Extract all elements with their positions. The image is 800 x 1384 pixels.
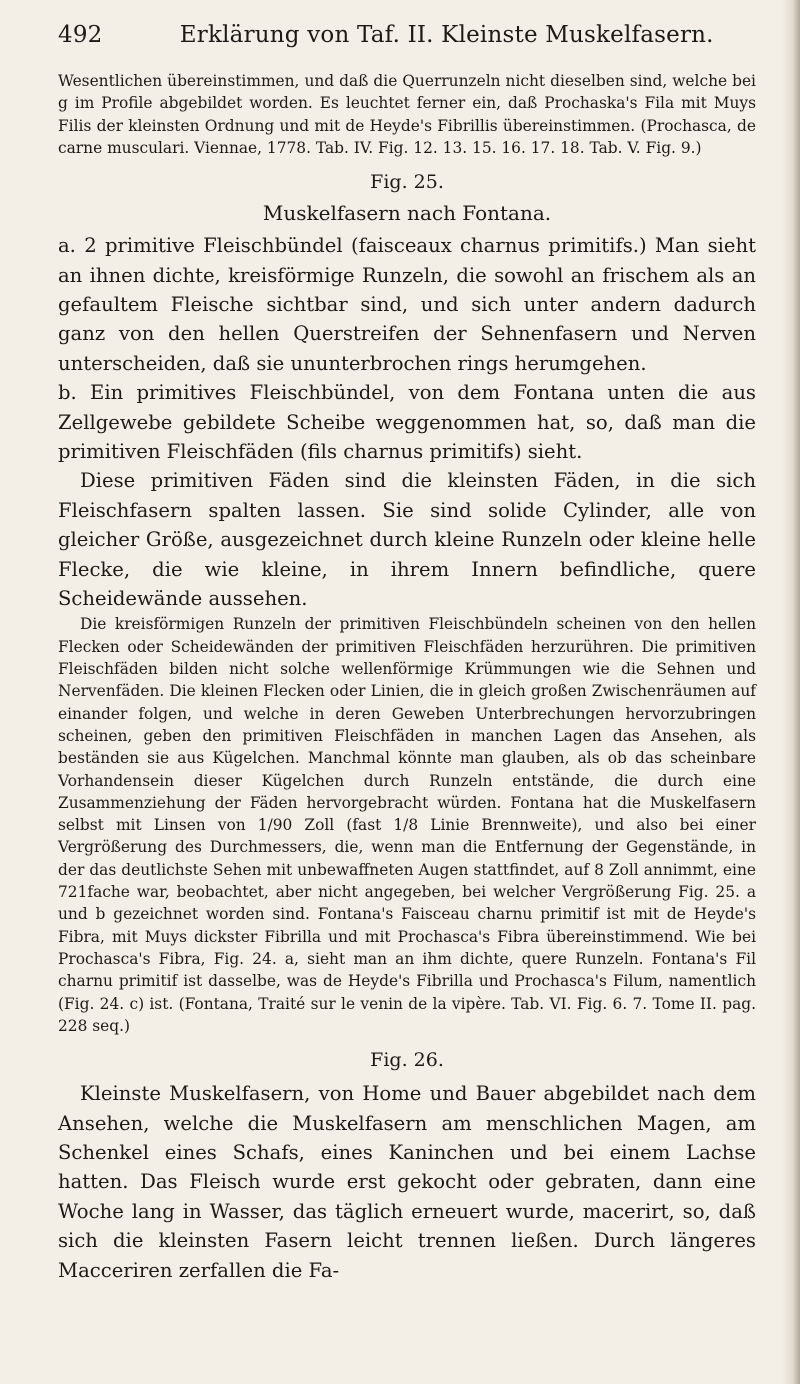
figure-25-label: Fig. 25. [370,171,444,194]
figure-26-label: Fig. 26. [370,1049,444,1072]
paragraph-primitive-threads: Diese primitiven Fäden sind die kleinsten Fäden, in die sich Fleischfasern spalten lassen. Sie sind solide Cylinder, alle von gleicher Größe, ausgezeichnet durch kleine Runzeln oder kleine helle Flecke, die wie kleine, in ihrem Innern befindliche, quere Scheidewände aussehen. [58,469,756,611]
paragraph-home-bauer: Kleinste Muskelfasern, von Home und Bauer abgebildet nach dem Ansehen, welche die Muskelfasern am menschlichen Magen, am Schenkel eines Schafs, eines Kaninchen und bei einem Lachse hatten. Das Fleisch wurde erst gekocht oder gebraten, dann eine Woche lang in Wasser, das täglich erneuert wurde, macerirt, so, daß sich die kleinsten Fasern leicht trennen ließen. Durch längeres Macceriren zerfallen die Fa- [58,1082,756,1282]
running-header [58,22,756,48]
page-edge-shadow [782,0,800,1384]
page-number: 492 [58,22,103,48]
small-print-paragraph: Die kreisförmigen Runzeln der primitiven Fleischbündeln scheinen von den hellen Flecken oder Scheidewänden der primitiven Fleischfäden herzurühren. Die primitiven Fleischfäden bilden nicht solche wellenförmige Krümmungen wie die Sehnen und Nervenfäden. Die kleinen Flecken oder Linien, die in gleich großen Zwischenräumen auf einander folgen, und welche in deren Geweben Unterbrechungen hervorzubringen scheinen, geben den primitiven Fleischfäden in manchen Lagen das Ansehen, als beständen sie aus Kügelchen. Manchmal könnte man glauben, als ob das scheinbare Vorhandensein dieser Kügelchen durch Runzeln entstände, die durch eine Zusammenziehung der Fäden hervorgebracht würden. Fontana hat die Muskelfasern selbst mit Linsen von 1/90 Zoll (fast 1/8 Linie Brennweite), und also bei einer Vergrößerung des Durchmessers, die, wenn man die Entfernung der Gegenstände, in der das deutlichste Sehen mit unbewaffneten Augen stattfindet, auf 8 Zoll annimmt, eine 721fache war, beobachtet, aber nicht angegeben, bei welcher Vergrößerung Fig. 25. a und b gezeichnet worden sind. Fontana's Faisceau charnu primitif ist mit de Heyde's Fibra, mit Muys dickster Fibrilla und mit Prochasca's Fibra übereinstimmend. Wie bei Prochasca's Fibra, Fig. 24. a, sieht man an ihm dichte, quere Runzeln. Fontana's Fil charnu primitif ist dasselbe, was de Heyde's Fibrilla und Prochasca's Filum, namentlich (Fig. 24. c) ist. (Fontana, Traité sur le venin de la vipère. Tab. VI. Fig. 6. 7. Tome II. pag. 228 seq.) [58,615,756,1035]
intro-paragraph: Wesentlichen übereinstimmen, und daß die Querrunzeln nicht dieselben sind, welche bei g im Profile abgebildet worden. Es leuchtet ferner ein, daß Prochaska's Fila mit Muys Filis der kleinsten Ordnung und mit de Heyde's Fibrillis übereinstimmen. (Prochasca, de carne musculari. Viennae, 1778. Tab. IV. Fig. 12. 13. 15. 16. 17. 18. Tab. V. Fig. 9.) [58,72,756,157]
running-title: Erklärung von Taf. II. Kleinste Muskelfasern. [179,22,714,48]
paragraph-b: b. Ein primitives Fleischbündel, von dem Fontana unten die aus Zellgewebe gebildete Scheibe weggenommen hat, so, daß man die primitiven Fleischfäden (fils charnus primitifs) sieht. [58,381,756,464]
paragraph-a: a. 2 primitive Fleischbündel (faisceaux charnus primitifs.) Man sieht an ihnen dichte, kreisförmige Runzeln, die sowohl an frischem als an gefaultem Fleische sichtbar sind, und sich unter andern dadurch ganz von den hellen Querstreifen der Sehnenfasern und Nerven unterscheiden, daß sie ununterbrochen rings herumgehen. [58,234,756,375]
figure-25-title: Muskelfasern nach Fontana. [262,201,552,226]
